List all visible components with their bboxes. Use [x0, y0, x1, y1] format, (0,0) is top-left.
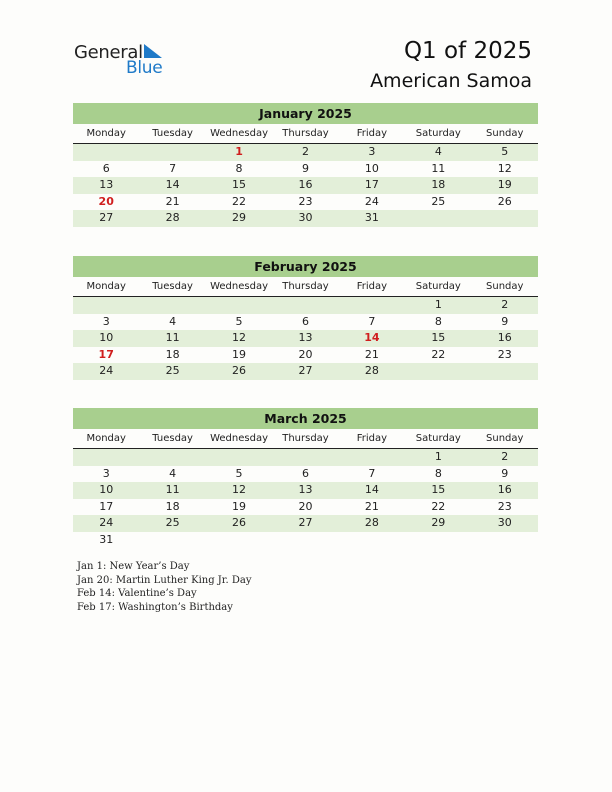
- page-title: Q1 of 2025: [403, 38, 532, 64]
- day-cell: 4: [434, 145, 442, 158]
- day-cell: 11: [165, 331, 180, 344]
- day-cell: 6: [301, 314, 309, 328]
- day-cell: 25: [165, 364, 180, 377]
- week-row: [73, 363, 538, 380]
- day-cell: 3: [102, 466, 110, 480]
- day-cell: [206, 532, 272, 549]
- day-cell: 27: [298, 364, 313, 377]
- weekday-header-row: [73, 429, 538, 449]
- day-cell: 8: [434, 314, 442, 328]
- week-row: [73, 482, 538, 499]
- day-cell: 22: [232, 194, 247, 208]
- day-cell: 5: [235, 466, 243, 480]
- day-cell: 20: [298, 499, 313, 513]
- day-cell: 17: [364, 178, 379, 191]
- day-cell: 24: [99, 516, 114, 529]
- day-cell: 8: [434, 466, 442, 480]
- day-cell: [73, 144, 139, 161]
- weekday-label: Monday: [86, 128, 126, 139]
- day-cell: 12: [497, 161, 512, 175]
- week-row: [73, 532, 538, 549]
- day-cell: 13: [298, 331, 313, 344]
- weekday-label: Monday: [86, 281, 126, 292]
- weekday-label: Tuesday: [152, 433, 193, 444]
- day-cell: 26: [232, 364, 247, 377]
- weekday-label: Thursday: [282, 281, 329, 292]
- weekday-label: Wednesday: [210, 433, 268, 444]
- day-cell: 19: [232, 499, 247, 513]
- day-cell: 9: [501, 466, 509, 480]
- day-cell: 6: [102, 161, 110, 175]
- day-cell: 30: [497, 516, 512, 529]
- day-cell: 4: [169, 466, 177, 480]
- day-cell: 10: [99, 483, 114, 496]
- day-cell: 25: [431, 194, 446, 208]
- day-cell: 12: [232, 483, 247, 496]
- holiday-note: Feb 14: Valentine’s Day: [77, 588, 197, 599]
- day-cell: 25: [165, 516, 180, 529]
- weekday-label: Saturday: [415, 281, 461, 292]
- day-cell: 21: [364, 347, 379, 361]
- day-cell: [339, 449, 405, 466]
- holiday-day-cell: 1: [235, 145, 243, 158]
- day-cell: [272, 532, 338, 549]
- generalblue-logo: [74, 42, 184, 78]
- day-cell: 21: [165, 194, 180, 208]
- day-cell: [139, 297, 205, 314]
- weekday-label: Saturday: [415, 128, 461, 139]
- day-cell: 23: [497, 347, 512, 361]
- month-calendar-february: [73, 256, 538, 380]
- day-cell: 3: [102, 314, 110, 328]
- day-cell: [472, 532, 538, 549]
- weekday-header-row: [73, 124, 538, 144]
- day-cell: 29: [431, 516, 446, 529]
- day-cell: 7: [368, 466, 376, 480]
- day-cell: 4: [169, 314, 177, 328]
- day-cell: 5: [501, 145, 509, 158]
- logo-triangle-icon: [142, 44, 164, 60]
- day-cell: 16: [298, 178, 313, 191]
- day-cell: 11: [431, 161, 446, 175]
- week-row: [73, 347, 538, 364]
- day-cell: 29: [232, 211, 247, 224]
- day-cell: 18: [431, 178, 446, 191]
- weekday-label: Tuesday: [152, 281, 193, 292]
- day-cell: 20: [298, 347, 313, 361]
- holiday-day-cell: 20: [98, 194, 114, 208]
- weekday-label: Sunday: [486, 281, 524, 292]
- day-cell: 24: [364, 194, 379, 208]
- day-cell: 31: [364, 211, 379, 224]
- day-cell: 14: [165, 178, 180, 191]
- day-cell: 2: [501, 450, 509, 463]
- week-row: [73, 297, 538, 314]
- day-cell: 23: [298, 194, 313, 208]
- page-subtitle: American Samoa: [370, 70, 532, 92]
- month-header: January 2025: [73, 103, 538, 124]
- day-cell: [206, 297, 272, 314]
- day-cell: [139, 532, 205, 549]
- week-row: [73, 330, 538, 347]
- day-cell: [272, 449, 338, 466]
- day-cell: [339, 532, 405, 549]
- day-cell: 8: [235, 161, 243, 175]
- day-cell: 13: [99, 178, 114, 191]
- week-row: [73, 449, 538, 466]
- day-cell: 12: [232, 331, 247, 344]
- holiday-note: Jan 20: Martin Luther King Jr. Day: [77, 574, 252, 586]
- week-row: [73, 515, 538, 532]
- day-cell: 27: [99, 211, 114, 224]
- day-cell: 24: [99, 364, 114, 377]
- day-cell: 19: [497, 178, 512, 191]
- holiday-notes: [77, 560, 251, 614]
- day-cell: [73, 449, 139, 466]
- day-cell: 15: [431, 483, 446, 496]
- day-cell: 30: [298, 211, 313, 224]
- day-cell: 2: [501, 298, 509, 311]
- day-cell: [139, 144, 205, 161]
- day-cell: 22: [431, 347, 446, 361]
- day-cell: 7: [368, 314, 376, 328]
- weekday-label: Friday: [356, 433, 388, 444]
- day-cell: [73, 297, 139, 314]
- weekday-label: Sunday: [486, 433, 524, 444]
- day-cell: 13: [298, 483, 313, 496]
- day-cell: 1: [434, 298, 442, 311]
- day-cell: 1: [434, 450, 442, 463]
- day-cell: [472, 363, 538, 380]
- month-calendar-january: [73, 103, 538, 227]
- week-row: [73, 499, 538, 516]
- day-cell: 16: [497, 331, 512, 344]
- day-cell: 18: [165, 499, 180, 513]
- day-cell: 15: [431, 331, 446, 344]
- day-cell: 17: [99, 499, 114, 513]
- day-cell: 28: [364, 516, 379, 529]
- holiday-day-cell: 17: [98, 347, 114, 361]
- day-cell: 3: [368, 145, 376, 158]
- day-cell: 9: [501, 314, 509, 328]
- day-cell: 26: [232, 516, 247, 529]
- logo-word-blue: Blue: [126, 58, 163, 78]
- week-row: [73, 161, 538, 178]
- week-row: [73, 194, 538, 211]
- week-row: [73, 144, 538, 161]
- day-cell: 10: [364, 161, 379, 175]
- day-cell: 11: [165, 483, 180, 496]
- weekday-label: Thursday: [282, 128, 329, 139]
- day-cell: [272, 297, 338, 314]
- month-header: March 2025: [73, 408, 538, 429]
- day-cell: 18: [165, 347, 180, 361]
- day-cell: 9: [301, 161, 309, 175]
- week-row: [73, 314, 538, 331]
- day-cell: 23: [497, 499, 512, 513]
- weekday-label: Thursday: [282, 433, 329, 444]
- day-cell: 6: [301, 466, 309, 480]
- day-cell: [339, 297, 405, 314]
- weekday-label: Wednesday: [210, 281, 268, 292]
- day-cell: [139, 449, 205, 466]
- month-calendar-march: [73, 408, 538, 548]
- day-cell: 14: [364, 483, 379, 496]
- logo-word-general: General: [74, 42, 143, 63]
- day-cell: 31: [99, 532, 114, 546]
- weekday-label: Wednesday: [210, 128, 268, 139]
- week-row: [73, 210, 538, 227]
- week-row: [73, 466, 538, 483]
- day-cell: [472, 210, 538, 227]
- day-cell: [206, 449, 272, 466]
- day-cell: 26: [497, 194, 512, 208]
- day-cell: 5: [235, 314, 243, 328]
- day-cell: 28: [165, 211, 180, 224]
- day-cell: 21: [364, 499, 379, 513]
- day-cell: [405, 532, 471, 549]
- holiday-note: Feb 17: Washington’s Birthday: [77, 601, 233, 613]
- weekday-label: Friday: [356, 281, 388, 292]
- weekday-label: Saturday: [415, 433, 461, 444]
- weekday-label: Tuesday: [152, 128, 193, 139]
- day-cell: 27: [298, 516, 313, 529]
- weekday-label: Sunday: [486, 128, 524, 139]
- holiday-day-cell: 14: [364, 331, 380, 344]
- day-cell: 15: [232, 178, 247, 191]
- weekday-label: Monday: [86, 433, 126, 444]
- day-cell: 2: [301, 145, 309, 158]
- day-cell: 7: [169, 161, 177, 175]
- day-cell: 10: [99, 331, 114, 344]
- day-cell: [405, 210, 471, 227]
- day-cell: [405, 363, 471, 380]
- weekday-header-row: [73, 277, 538, 297]
- day-cell: 19: [232, 347, 247, 361]
- month-header: February 2025: [73, 256, 538, 277]
- day-cell: 22: [431, 499, 446, 513]
- weekday-label: Friday: [356, 128, 388, 139]
- day-cell: 28: [364, 364, 379, 377]
- day-cell: 16: [497, 483, 512, 496]
- week-row: [73, 177, 538, 194]
- holiday-note: Jan 1: New Year’s Day: [77, 561, 190, 572]
